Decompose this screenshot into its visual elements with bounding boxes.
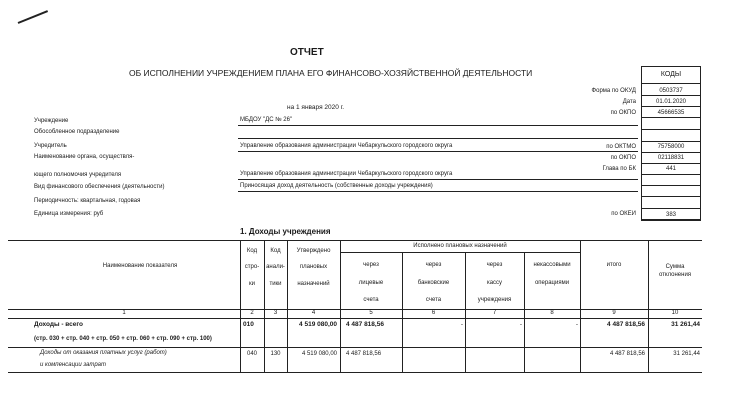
th-code-1: Код	[246, 248, 258, 254]
col-num-2: 2	[250, 310, 254, 316]
row2-name-1: Доходы от оказания платных услуг (работ)	[40, 350, 167, 356]
code-value-okpo-2: 02118831	[657, 155, 685, 161]
row1-c8: -	[575, 321, 578, 328]
th-approved-2: плановых	[299, 264, 328, 270]
row1-c5: 4 487 818,56	[346, 321, 384, 328]
code-value-okud: 0503737	[659, 88, 683, 94]
codes-header: КОДЫ	[641, 66, 701, 84]
code-label-okei: по ОКЕИ	[611, 211, 636, 217]
th-c5-3: счета	[363, 297, 379, 303]
col-num-10: 10	[671, 310, 679, 316]
th-c7-2: кассу	[486, 280, 503, 286]
code-label-oktmo: по ОКТМО	[606, 144, 636, 150]
institution-value: МБДОУ "ДС № 26"	[240, 117, 293, 123]
th-c9: итого	[606, 262, 622, 268]
row2-c5: 4 487 818,56	[346, 351, 382, 357]
col-num-6: 6	[431, 310, 436, 316]
authority-label-1: Наименование органа, осуществля-	[34, 154, 135, 160]
code-value-bk: 441	[665, 166, 676, 172]
th-c5-2: лицевые	[358, 280, 384, 286]
row2-total: 4 487 818,56	[609, 351, 645, 357]
row1-name-1: Доходы - всего	[34, 321, 83, 328]
th-anal-1: Код	[270, 248, 281, 254]
th-code-2: стро-	[244, 264, 260, 270]
th-c6-3: счета	[425, 297, 442, 303]
finance-label: Вид финансового обеспечения (деятельности)	[34, 184, 165, 190]
th-c8-1: некассовыми	[533, 262, 571, 268]
report-subtitle: ОБ ИСПОЛНЕНИИ УЧРЕЖДЕНИЕМ ПЛАНА ЕГО ФИНАНСОВО-ХОЗЯЙСТВЕННОЙ ДЕЯТЕЛЬНОСТИ	[129, 68, 533, 78]
col-num-4: 4	[311, 310, 316, 316]
row1-approved: 4 519 080,00	[299, 321, 337, 328]
row1-c7: -	[519, 321, 522, 328]
th-c6-1: через	[425, 262, 442, 268]
row2-approved: 4 519 080,00	[301, 351, 337, 357]
row1-c6: -	[460, 321, 463, 328]
code-value-okei: 383	[641, 208, 701, 220]
authority-value: Управление образования администрации Чебаркульского городского округа	[240, 171, 453, 177]
code-label-okpo-2: по ОКПО	[610, 155, 636, 161]
report-date: на 1 января 2020 г.	[287, 104, 345, 111]
th-c10-2: отклонения	[658, 272, 692, 278]
col-num-1: 1	[122, 310, 126, 316]
th-approved-3: назначений	[297, 281, 330, 287]
col-num-5: 5	[369, 310, 373, 316]
code-value-date: 01.01.2020	[655, 99, 687, 105]
col-num-3: 3	[273, 310, 278, 316]
period-label: Периодичность: квартальная, годовая	[34, 198, 141, 204]
col-num-7: 7	[492, 310, 497, 316]
founder-value: Управление образования администрации Чебаркульского городского округа	[240, 143, 453, 149]
row2-code: 040	[246, 351, 257, 357]
th-c7-1: через	[486, 262, 503, 268]
th-name: Наименование показателя	[102, 263, 178, 269]
division-label: Обособленное подразделение	[34, 129, 120, 135]
code-value-oktmo: 75758000	[657, 144, 685, 150]
code-label-okud: Форма по ОКУД	[591, 88, 636, 94]
report-title: ОТЧЕТ	[290, 47, 324, 58]
th-anal-3: тики	[269, 281, 282, 287]
row2-deviation: 31 261,44	[673, 351, 700, 357]
col-num-9: 9	[612, 310, 616, 316]
founder-label: Учредитель	[34, 143, 67, 149]
th-approved-1: Утверждено	[296, 248, 331, 254]
row1-name-2: (стр. 030 + стр. 040 + стр. 050 + стр. 060 + стр. 090 + стр. 100)	[34, 336, 212, 342]
unit-label: Единица измерения: руб	[34, 211, 104, 217]
row1-deviation: 31 261,44	[671, 321, 700, 328]
th-c10-1: Сумма	[665, 264, 685, 270]
row2-analytics: 130	[270, 351, 281, 357]
institution-label: Учреждение	[34, 118, 69, 124]
code-label-bk: Глава по БК	[602, 166, 636, 172]
row2-name-2: и компенсации затрат	[40, 362, 106, 368]
th-c5-1: через	[363, 262, 379, 268]
authority-label-2: ющего полномочия учредителя	[34, 172, 122, 178]
col-num-8: 8	[550, 310, 554, 316]
code-value-okpo: 45666535	[657, 110, 685, 116]
th-executed: Исполнено плановых назначений	[413, 243, 507, 249]
row1-total: 4 487 818,56	[607, 321, 645, 328]
code-label-okpo: по ОКПО	[610, 110, 636, 116]
row1-code: 010	[243, 321, 254, 328]
th-code-3: ки	[249, 281, 255, 287]
th-c7-3: учреждения	[477, 297, 512, 303]
th-c6-2: банковские	[417, 280, 450, 286]
finance-value: Приносящая доход деятельность (собственные доходы учреждения)	[240, 183, 433, 189]
th-c8-2: операциями	[534, 280, 570, 286]
th-anal-2: анали-	[266, 264, 285, 270]
code-label-date: Дата	[622, 99, 636, 105]
section-title: 1. Доходы учреждения	[240, 227, 331, 236]
